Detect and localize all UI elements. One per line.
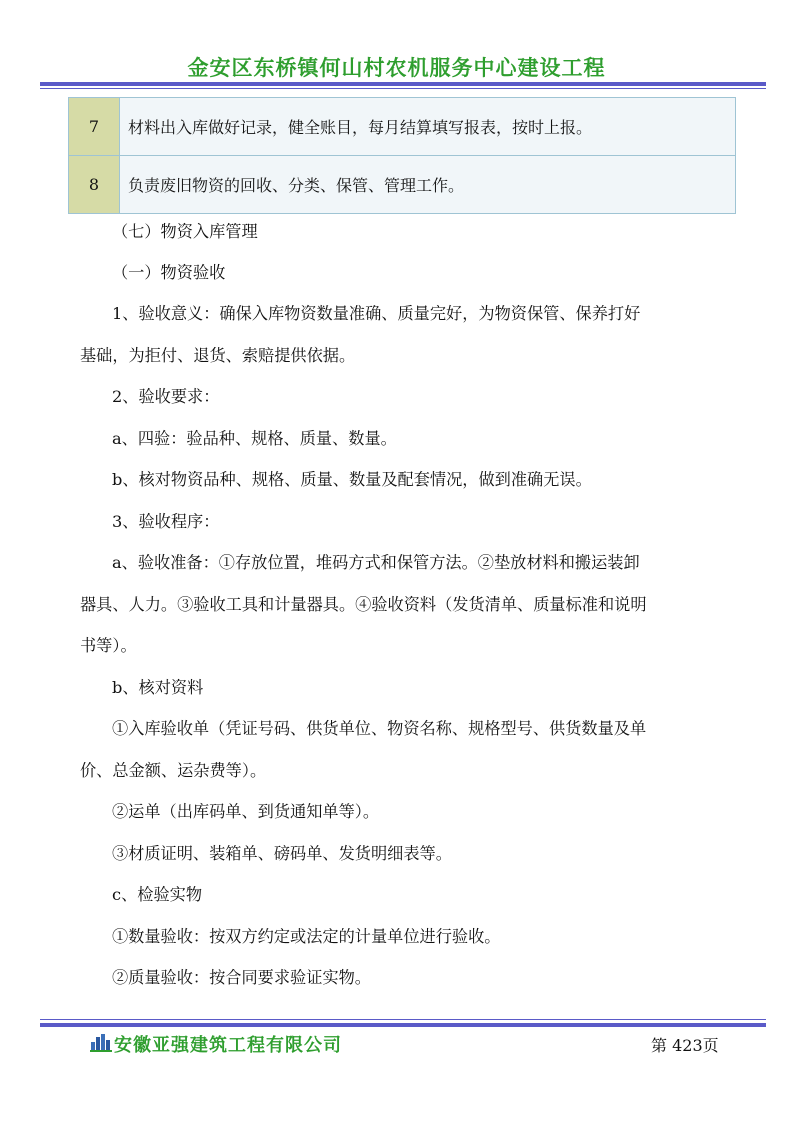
- paragraph-line: 基础，为拒付、退货、索赔提供依据。: [80, 346, 356, 365]
- paragraph-line: c、检验实物: [112, 885, 203, 904]
- paragraph-line: 3、验收程序：: [112, 512, 220, 531]
- paragraph-line: a、验收准备：①存放位置，堆码方式和保管方法。②垫放材料和搬运装卸: [112, 553, 640, 572]
- paragraph-line: 器具、人力。③验收工具和计量器具。④验收资料（发货清单、质量标准和说明: [80, 595, 647, 614]
- header-rule-thin: [40, 88, 766, 89]
- paragraph-line: ②质量验收：按合同要求验证实物。: [112, 968, 371, 987]
- row-number: 7: [69, 98, 120, 156]
- paragraph-line: ③材质证明、装箱单、磅码单、发货明细表等。: [112, 844, 452, 863]
- paragraph-line: b、核对物资品种、规格、质量、数量及配套情况，做到准确无误。: [112, 470, 592, 489]
- duty-table: [68, 97, 736, 214]
- table-row: [69, 156, 736, 214]
- footer-company-name: 安徽亚强建筑工程有限公司: [114, 1035, 342, 1056]
- section-heading: （七）物资入库管理: [112, 222, 258, 241]
- footer-rule-thin: [40, 1019, 766, 1020]
- row-text: 材料出入库做好记录，健全账目，每月结算填写报表，按时上报。: [120, 98, 736, 156]
- paragraph-line: 书等）。: [80, 636, 137, 655]
- table-row: [69, 98, 736, 156]
- row-number: 8: [69, 156, 120, 214]
- footer-rule-thick: [40, 1023, 766, 1027]
- building-logo-icon: [90, 1034, 112, 1052]
- row-text: 负责废旧物资的回收、分类、保管、管理工作。: [120, 156, 736, 214]
- page-number: 第 423页: [651, 1036, 719, 1055]
- paragraph-line: ①数量验收：按双方约定或法定的计量单位进行验收。: [112, 927, 501, 946]
- header-rule-thick: [40, 82, 766, 86]
- paragraph-line: b、核对资料: [112, 678, 204, 697]
- paragraph-line: ①入库验收单（凭证号码、供货单位、物资名称、规格型号、供货数量及单: [112, 719, 647, 738]
- paragraph-line: a、四验：验品种、规格、质量、数量。: [112, 429, 397, 448]
- paragraph-line: ②运单（出库码单、到货通知单等）。: [112, 802, 380, 821]
- paragraph-line: 2、验收要求：: [112, 387, 220, 406]
- paragraph-line: 1、验收意义：确保入库物资数量准确、质量完好，为物资保管、保养打好: [112, 304, 641, 323]
- header-title: 金安区东桥镇何山村农机服务中心建设工程: [187, 56, 606, 80]
- subsection-heading: （一）物资验收: [112, 263, 226, 282]
- paragraph-line: 价、总金额、运杂费等）。: [80, 761, 267, 780]
